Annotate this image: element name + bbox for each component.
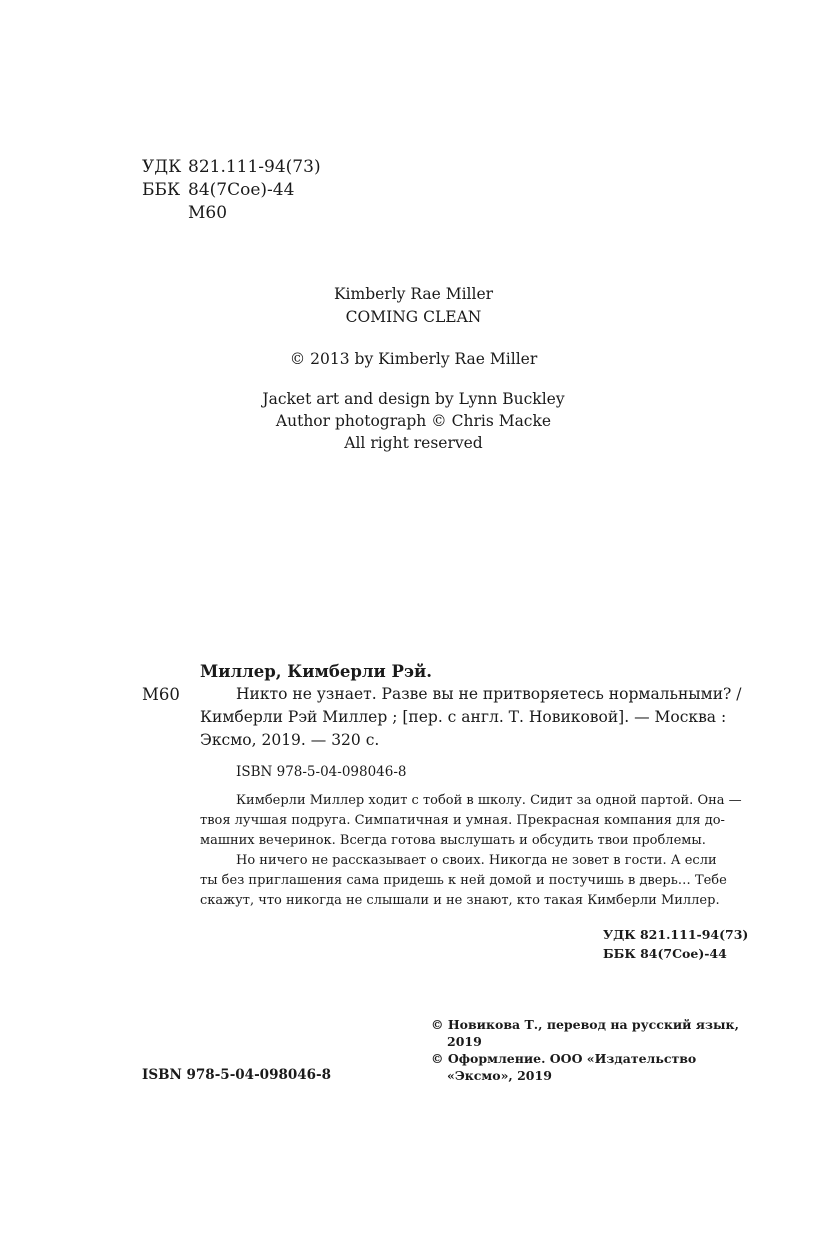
credit-line: All right reserved — [344, 434, 483, 452]
copyright-line: © Новикова Т., перевод на русский язык, — [431, 1017, 739, 1032]
description-line: Эксмо, 2019. — 320 с. — [200, 731, 380, 749]
credit-line: Jacket art and design by Lynn Buckley — [262, 390, 565, 408]
author-mark: М60 — [188, 203, 228, 223]
bbk-label: ББК — [142, 180, 181, 200]
description-line: Кимберли Рэй Миллер ; [пер. с англ. Т. Новиковой]. — Москва : — [200, 708, 727, 726]
description-line: Никто не узнает. Разве вы не притворяетесь нормальными? / — [236, 685, 742, 703]
annotation-line: скажут, что никогда не слышали и не знают, кто такая Кимберли Миллер. — [200, 893, 720, 908]
catalog-mark: М60 — [142, 685, 180, 704]
catalog-isbn: ISBN 978-5-04-098046-8 — [236, 764, 407, 780]
copyright-line: «Эксмо», 2019 — [447, 1068, 552, 1083]
catalog-udk: УДК 821.111-94(73) — [603, 927, 749, 942]
copyright-line: © Оформление. ООО «Издательство — [431, 1051, 697, 1066]
original-title: COMING CLEAN — [345, 308, 482, 326]
annotation-line: Но ничего не рассказывает о своих. Никогда не зовет в гости. А если — [236, 853, 717, 868]
annotation-line: твоя лучшая подруга. Симпатичная и умная. Прекрасная компания для до- — [200, 813, 725, 828]
original-copyright: © 2013 by Kimberly Rae Miller — [289, 350, 538, 368]
udk-label: УДК — [142, 157, 182, 177]
catalog-bbk: ББК 84(7Сое)-44 — [603, 946, 727, 961]
original-author: Kimberly Rae Miller — [333, 285, 494, 303]
credit-line: Author photograph © Chris Macke — [275, 412, 552, 430]
annotation-line: Кимберли Миллер ходит с тобой в школу. Сидит за одной партой. Она — — [236, 793, 742, 808]
bbk-value: 84(7Сое)-44 — [188, 180, 295, 200]
annotation-line: машних вечеринок. Всегда готова выслушать и обсудить твои проблемы. — [200, 833, 706, 848]
annotation-line: ты без приглашения сама придешь к ней домой и постучишь в дверь… Тебе — [200, 873, 727, 888]
udk-value: 821.111-94(73) — [188, 157, 321, 177]
footer-isbn: ISBN 978-5-04-098046-8 — [142, 1067, 332, 1083]
catalog-heading: Миллер, Кимберли Рэй. — [200, 662, 432, 681]
copyright-line: 2019 — [447, 1034, 482, 1049]
